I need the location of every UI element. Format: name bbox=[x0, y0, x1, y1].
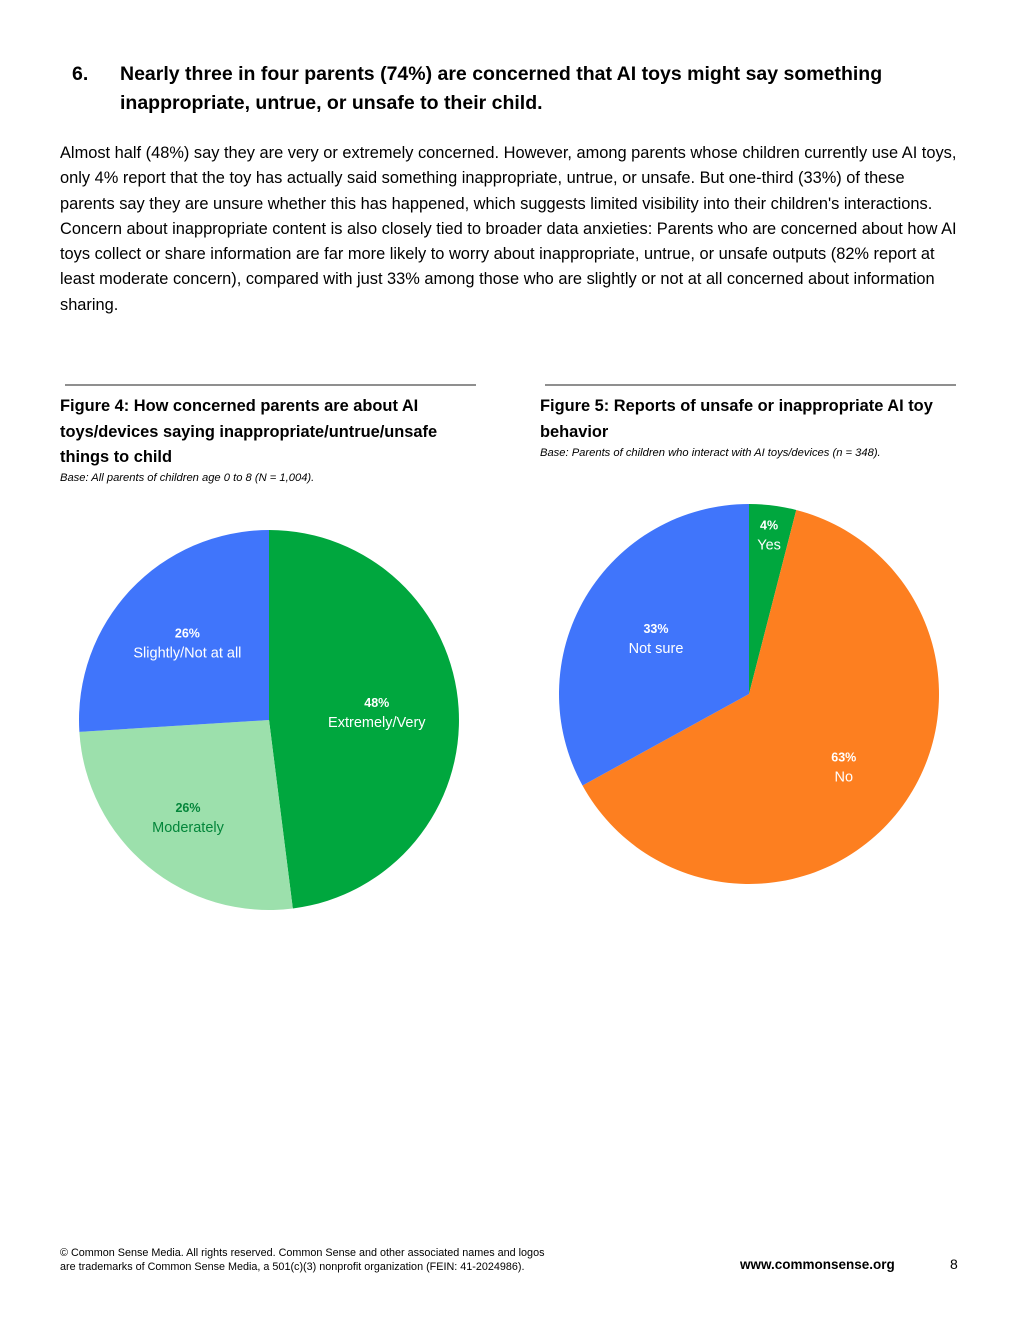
footer-copyright-line-2: are trademarks of Common Sense Media, a 501(c)(3) nonprofit organization (FEIN: 41-2024986). bbox=[60, 1261, 525, 1273]
figure-4-title: Figure 4: How concerned parents are about AI toys/devices saying inappropriate/untrue/unsafe things to child bbox=[60, 397, 438, 466]
pie-percent-label: 26% bbox=[175, 800, 201, 815]
pie-category-label: No bbox=[834, 769, 854, 786]
pie-percent-label: 26% bbox=[174, 626, 200, 641]
footer-copyright-line-1: © Common Sense Media. All rights reserved. Common Sense and other associated names and logos bbox=[60, 1247, 545, 1259]
figure-4-rule bbox=[65, 384, 476, 386]
pie-category-label: Extremely/Very bbox=[328, 715, 426, 732]
pie-percent-label: 63% bbox=[831, 750, 857, 765]
footer-url-link[interactable]: www.commonsense.org bbox=[740, 1257, 895, 1272]
figure-5-base: Base: Parents of children who interact with AI toys/devices (n = 348). bbox=[540, 447, 881, 459]
pie-percent-label: 33% bbox=[643, 622, 669, 636]
pie-category-label: Not sure bbox=[628, 641, 684, 657]
page-number: 8 bbox=[950, 1256, 958, 1272]
pie-percent-label: 4% bbox=[760, 518, 779, 533]
pie-category-label: Yes bbox=[757, 537, 781, 554]
figure-5-pie-chart bbox=[550, 494, 950, 894]
section-number: 6. bbox=[72, 63, 89, 85]
section-heading-text: Nearly three in four parents (74%) are concerned that AI toys might say something inappropriate, untrue, or unsafe to their child. bbox=[120, 63, 883, 114]
figure-5-rule bbox=[545, 384, 956, 386]
footer-copyright bbox=[60, 1246, 620, 1274]
figure-4-base: Base: All parents of children age 0 to 8 (N = 1,004). bbox=[60, 472, 315, 484]
pie-category-label: Slightly/Not at all bbox=[133, 645, 242, 662]
section-heading bbox=[60, 60, 940, 118]
pie-category-label: Moderately bbox=[152, 819, 224, 836]
pie-slice-moderately bbox=[79, 720, 292, 910]
figure-5-title: Figure 5: Reports of unsafe or inappropriate AI toy behavior bbox=[540, 397, 933, 441]
pie-percent-label: 48% bbox=[364, 696, 390, 711]
figure-4-pie-chart bbox=[70, 520, 470, 920]
section-paragraph: Almost half (48%) say they are very or extremely concerned. However, among parents whose children currently use AI toys, only 4% report that the toy has actually said something inappropriate, untrue, or unsafe. But one-third (33%) of these parents say they are unsure whether this has happened, which suggests limited visibility into their children's interactions. Concern about inappropriate content is also closely tied to broader data anxieties: Parents who are concerned about how AI toys collect or share information are far more likely to worry about inappropriate, untrue, or unsafe outputs (82% report at least moderate concern), compared with just 33% among those who are slightly or not at all concerned about information sharing. bbox=[60, 144, 957, 314]
